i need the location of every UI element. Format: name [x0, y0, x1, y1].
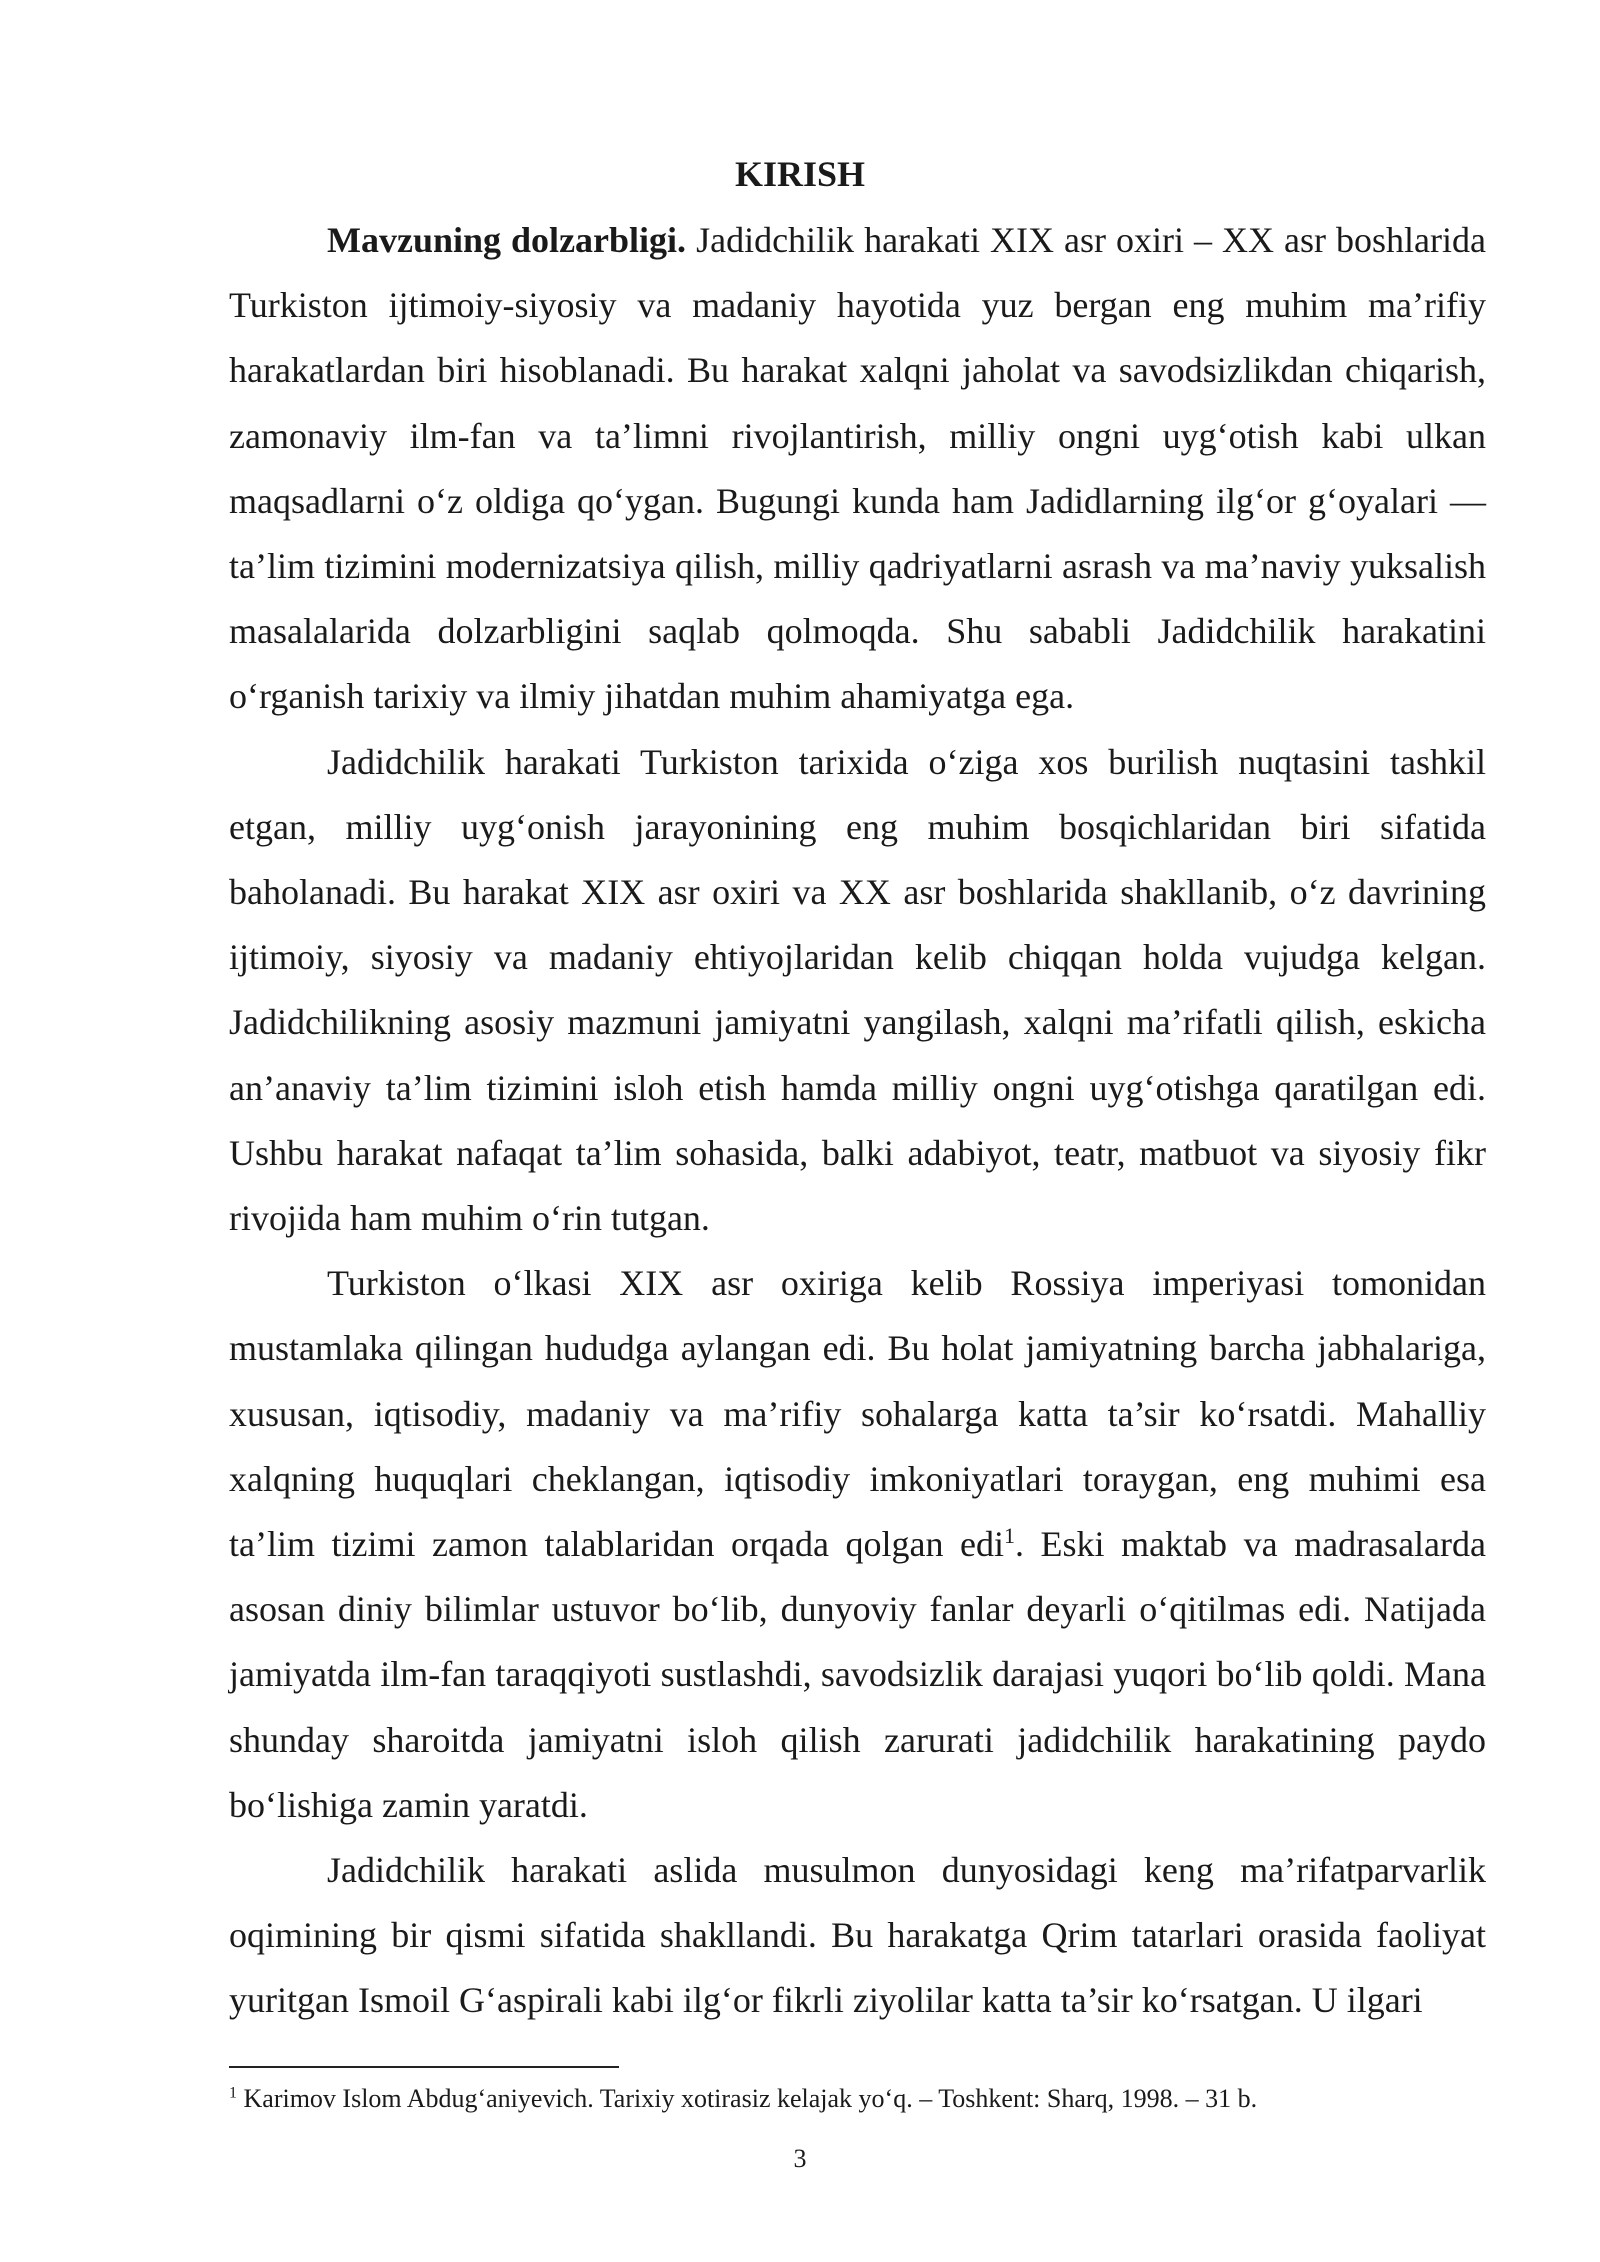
footnote-marker: 1 — [229, 2084, 237, 2102]
page-heading: KIRISH — [734, 154, 866, 194]
paragraph-text: Turkiston o‘lkasi XIX asr oxiriga kelib Rossiya imperiyasi tomonidan mustamlaka qilingan hududga aylangan edi. Bu holat jamiyatning barcha jabhalariga, xususan, iqtisodiy, madaniy va ma’rifiy sohalarga katta ta’sir ko‘rsatdi. Mahalliy xalqning huquqlari cheklangan, iqtisodiy imkoniyatlari toraygan, eng muhimi esa ta’lim tizimi zamon talablaridan orqada qolgan edi — [229, 1263, 1486, 1565]
paragraph-text: . Eski maktab va madrasalarda asosan diniy bilimlar ustuvor bo‘lib, dunyoviy fanlar deyarli o‘qitilmas edi. Natijada jamiyatda ilm-fan taraqqiyoti sustlashdi, savodsizlik darajasi yuqori bo‘lib qoldi. Mana shunday sharoitda jamiyatni isloh qilish zarurati jadidchilik harakatining paydo bo‘lishiga zamin yaratdi. — [229, 1524, 1486, 1825]
page-number: 3 — [793, 2144, 807, 2173]
paragraph-enlightenment-movement: Jadidchilik harakati aslida musulmon dunyosidagi keng ma’rifatparvarlik oqimining bir qismi sifatida shakllandi. Bu harakatga Qrim tatarlari orasida faoliyat yuritgan Ismoil G‘aspirali kabi ilg‘or fikrli ziyolilar katta ta’sir ko‘rsatgan. U ilgari — [229, 1850, 1486, 2021]
paragraph-jadidism-turning-point: Jadidchilik harakati Turkiston tarixida o‘ziga xos burilish nuqtasini tashkil etgan, milliy uyg‘onish jarayonining eng muhim bosqichlaridan biri sifatida baholanadi. Bu harakat XIX asr oxiri va XX asr boshlarida shakllanib, o‘z davrining ijtimoiy, siyosiy va madaniy ehtiyojlaridan kelib chiqqan holda vujudga kelgan. Jadidchilikning asosiy mazmuni jamiyatni yangilash, xalqni ma’rifatli qilish, eskicha an’anaviy ta’lim tizimini isloh etish hamda milliy ongni uyg‘otishga qaratilgan edi. Ushbu harakat nafaqat ta’lim sohasida, balki adabiyot, teatr, matbuot va siyosiy fikr rivojida ham muhim o‘rin tutgan. — [229, 741, 1486, 1239]
footnote-text: Karimov Islom Abdug‘aniyevich. Tarixiy xotirasiz kelajak yo‘q. – Toshkent: Sharq, 1998. – 31 b. — [237, 2084, 1258, 2113]
body-text — [229, 208, 1486, 2034]
footnote-reference[interactable]: 1 — [1004, 1523, 1015, 1549]
paragraph-text: Jadidchilik harakati XIX asr oxiri – XX asr boshlarida Turkiston ijtimoiy-siyosiy va madaniy hayotida yuz bergan eng muhim ma’rifiy harakatlardan biri hisoblanadi. Bu harakat xalqni jaholat va savodsizlikdan chiqarish, zamonaviy ilm-fan va ta’limni rivojlantirish, milliy ongni uyg‘otish kabi ulkan maqsadlarni o‘z oldiga qo‘ygan. Bugungi kunda ham Jadidlarning ilg‘or g‘oyalari — ta’lim tizimini modernizatsiya qilish, milliy qadriyatlarni asrash va ma’naviy yuksalish masalalarida dolzarbligini saqlab qolmoqda. Shu sababli Jadidchilik harakatini o‘rganish tarixiy va ilmiy jihatdan muhim ahamiyatga ega. — [229, 220, 1487, 717]
footnote-divider — [229, 2066, 619, 2068]
paragraph-relevance — [229, 208, 1486, 730]
paragraph-colonial-turkestan — [229, 1251, 1486, 1838]
footnote — [229, 2082, 1486, 2116]
paragraph-lead-bold: Mavzuning dolzarbligi. — [327, 220, 687, 260]
